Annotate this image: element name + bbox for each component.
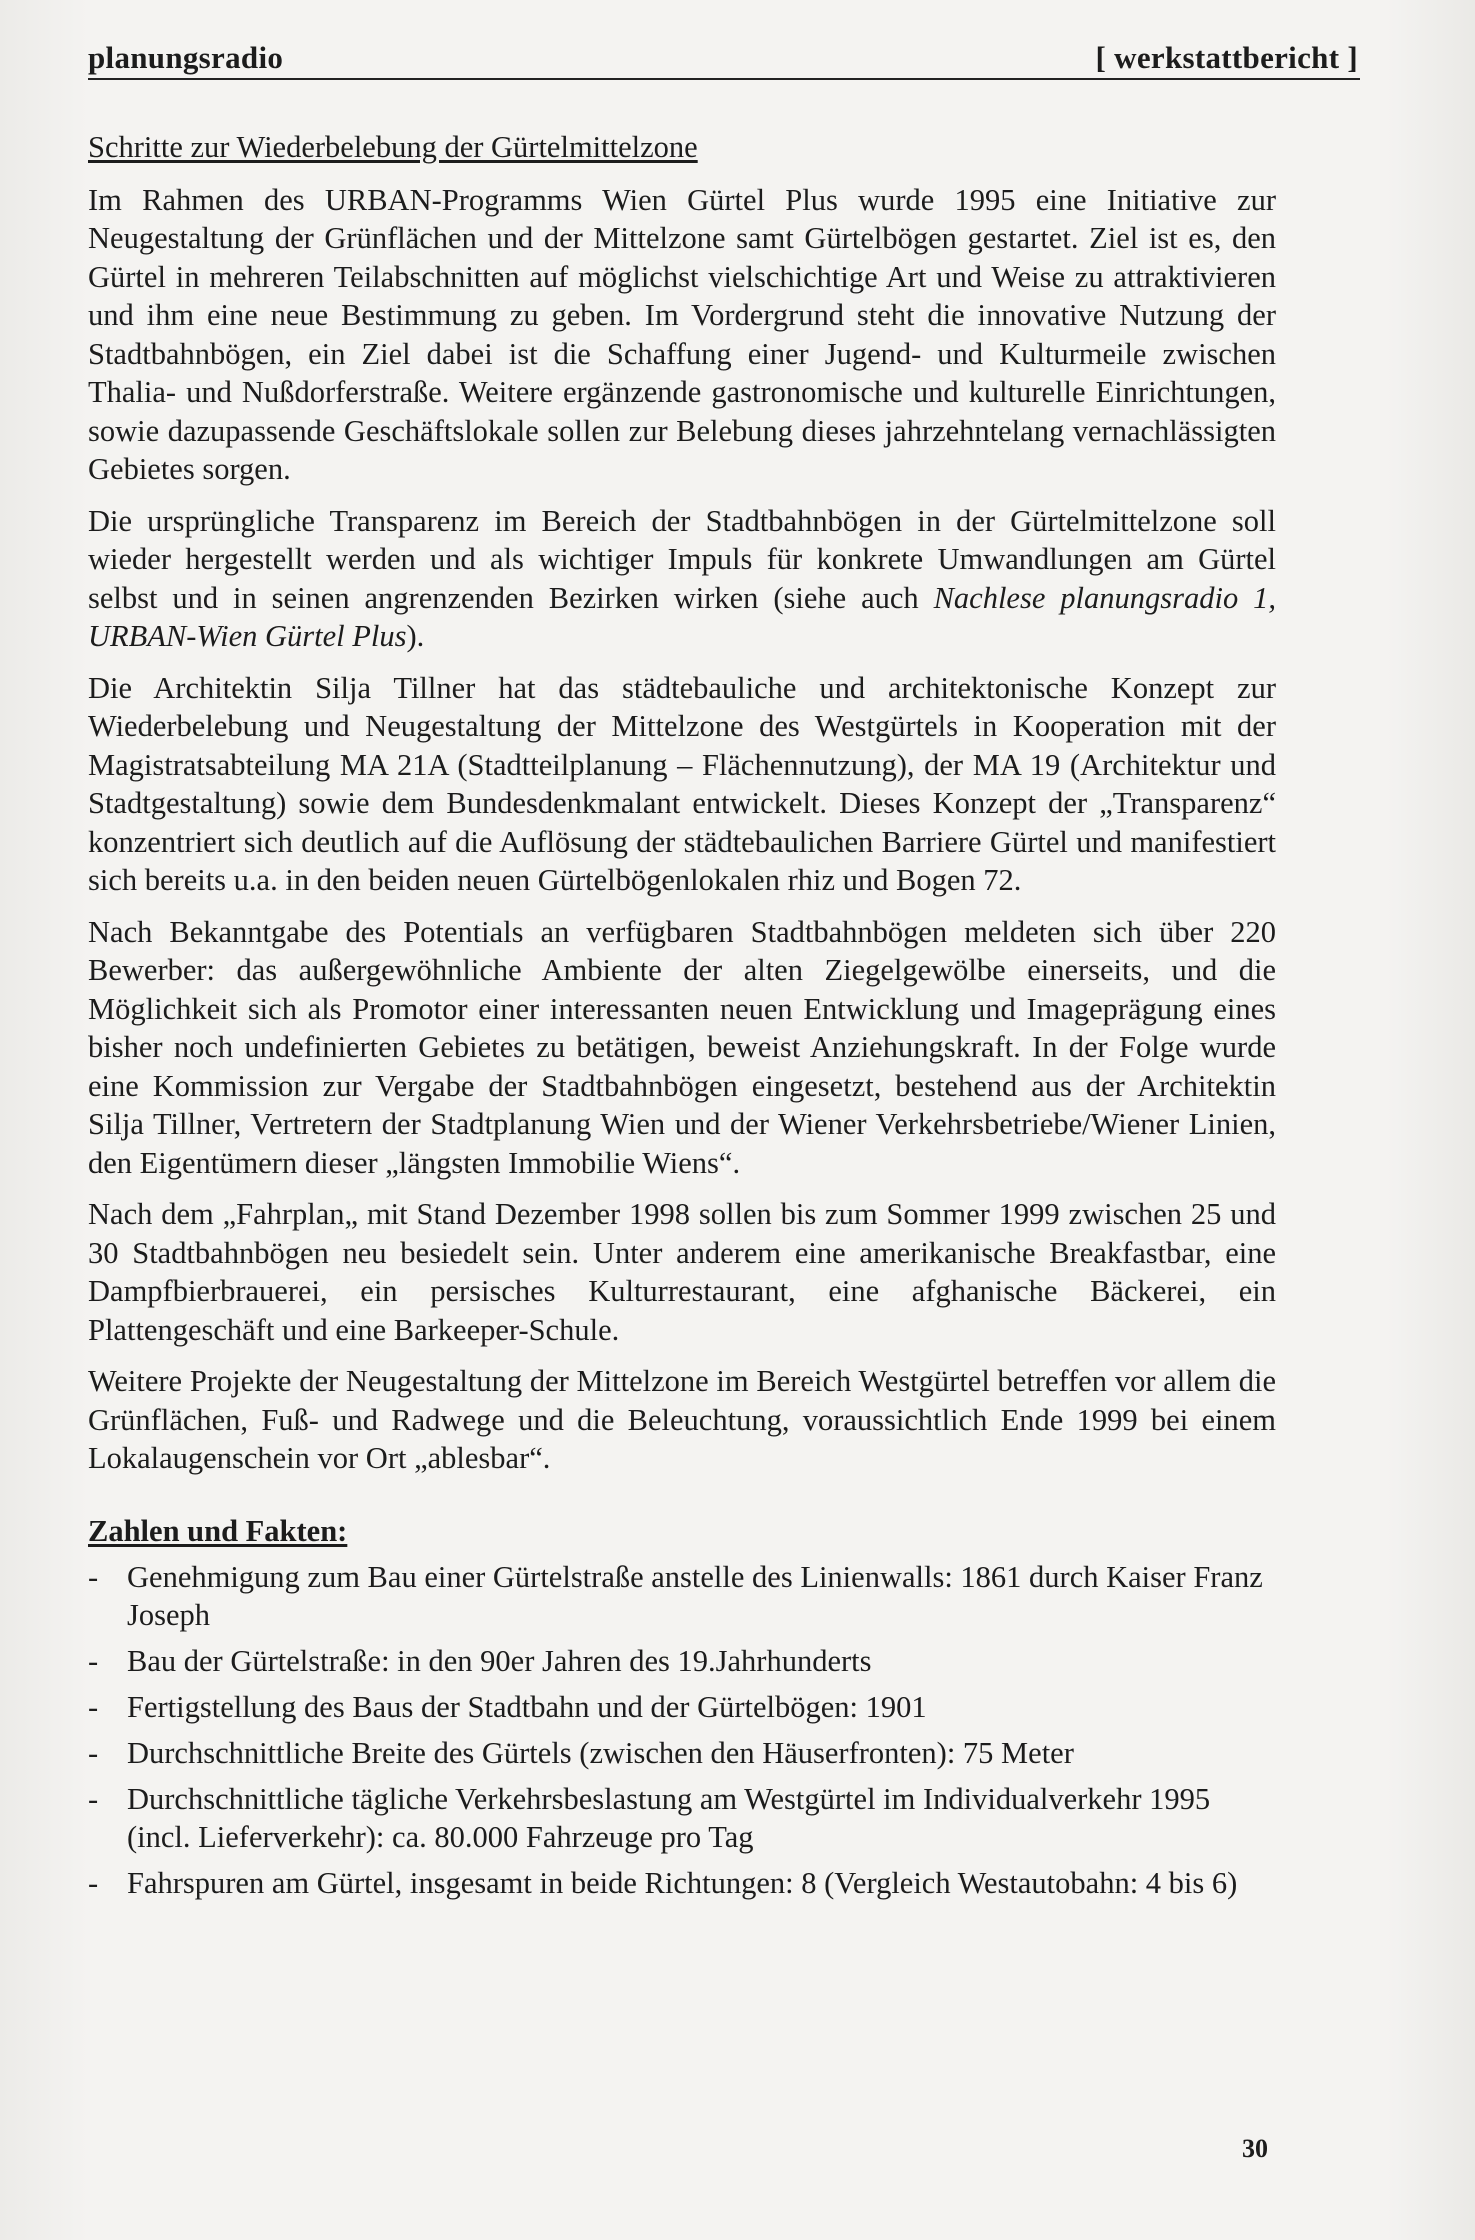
list-item-text: Fahrspuren am Gürtel, insgesamt in beide Richtungen: 8 (Vergleich Westautobahn: 4 bis 6) <box>127 1866 1238 1900</box>
paragraph-5: Nach dem „Fahrplan„ mit Stand Dezember 1998 sollen bis zum Sommer 1999 zwischen 25 und 30 Stadtbahnbögen neu besiedelt sein. Unter anderem eine amerikanische Breakfastbar, eine Dampfbierbrauerei, ein persisches Kulturrestaurant, eine afghanische Bäckerei, ein Plattengeschäft und eine Barkeeper-Schule. <box>88 1197 1276 1347</box>
paragraph-2-reference: Nachlese planungsradio 1, URBAN-Wien Gürtel Plus <box>88 580 1276 653</box>
list-item-text: Bau der Gürtelstraße: in den 90er Jahren des 19.Jahrhunderts <box>127 1644 872 1678</box>
list-item <box>88 1864 1276 1902</box>
list-bullet: - <box>88 1560 99 1594</box>
paragraph-3: Die Architektin Silja Tillner hat das städtebauliche und architektonische Konzept zur Wiederbelebung und Neugestaltung der Mittelzone des Westgürtels in Kooperation mit der Magistratsabteilung MA 21A (Stadtteilplanung – Flächennutzung), der MA 19 (Architektur und Stadtgestaltung) sowie dem Bundesdenkmalant entwickelt. Dieses Konzept der „Transparenz“ konzentriert sich deutlich auf die Auflösung der städtebaulichen Barriere Gürtel und manifestiert sich bereits u.a. in den beiden neuen Gürtelbögenlokalen rhiz und Bogen 72. <box>88 670 1276 897</box>
list-item-text: Durchschnittliche tägliche Verkehrsbeslastung am Westgürtel im Individualverkehr 1995 (incl. Lieferverkehr): ca. 80.000 Fahrzeuge pro Tag <box>127 1782 1211 1854</box>
list-item <box>88 1558 1276 1634</box>
list-item-text: Genehmigung zum Bau einer Gürtelstraße anstelle des Linienwalls: 1861 durch Kaiser Franz Joseph <box>127 1560 1263 1632</box>
paragraph-2 <box>88 502 1276 656</box>
list-bullet: - <box>88 1866 99 1900</box>
list-item-text: Durchschnittliche Breite des Gürtels (zwischen den Häuserfronten): 75 Meter <box>127 1736 1074 1770</box>
page-header <box>88 38 1360 80</box>
list-bullet: - <box>88 1644 99 1678</box>
paragraph-4: Nach Bekanntgabe des Potentials an verfügbaren Stadtbahnbögen meldeten sich über 220 Bewerber: das außergewöhnliche Ambiente der alten Ziegelgewölbe einerseits, und die Möglichkeit sich als Promotor einer interessanten neuen Entwicklung und Imageprägung eines bisher noch undefinierten Gebietes zu betätigen, beweist Anziehungskraft. In der Folge wurde eine Kommission zur Vergabe der Stadtbahnbögen eingesetzt, bestehend aus der Architektin Silja Tillner, Vertretern der Stadtplanung Wien und der Wiener Verkehrsbetriebe/Wiener Linien, den Eigentümern dieser „längsten Immobilie Wiens“. <box>88 914 1276 1180</box>
list-item <box>88 1642 1276 1680</box>
facts-list <box>88 1558 1276 1902</box>
article-body <box>88 128 1276 1910</box>
paragraph-6: Weitere Projekte der Neugestaltung der Mittelzone im Bereich Westgürtel betreffen vor allem die Grünflächen, Fuß- und Radwege und die Beleuchtung, voraussichtlich Ende 1999 bei einem Lokalaugenschein vor Ort „ablesbar“. <box>88 1364 1276 1475</box>
list-bullet: - <box>88 1736 99 1770</box>
list-item-text: Fertigstellung des Baus der Stadtbahn und der Gürtelbögen: 1901 <box>127 1690 927 1724</box>
list-item <box>88 1734 1276 1772</box>
facts-title: Zahlen und Fakten: <box>88 1513 348 1548</box>
header-publication-name: planungsradio <box>88 40 284 75</box>
page-number: 30 <box>1242 2134 1268 2163</box>
section-title: Schritte zur Wiederbelebung der Gürtelmittelzone <box>88 130 698 164</box>
list-bullet: - <box>88 1782 99 1816</box>
list-item <box>88 1780 1276 1856</box>
list-bullet: - <box>88 1690 99 1724</box>
paragraph-1: Im Rahmen des URBAN-Programms Wien Gürtel Plus wurde 1995 eine Initiative zur Neugestaltung der Grünflächen und der Mittelzone samt Gürtelbögen gestartet. Ziel ist es, den Gürtel in mehreren Teilabschnitten auf möglichst vielschichtige Art und Weise zu attraktivieren und ihm eine neue Bestimmung zu geben. Im Vordergrund steht die innovative Nutzung der Stadtbahnbögen, ein Ziel dabei ist die Schaffung einer Jugend- und Kulturmeile zwischen Thalia- und Nußdorferstraße. Weitere ergänzende gastronomische und kulturelle Einrichtungen, sowie dazupassende Geschäftslokale sollen zur Belebung dieses jahrzehntelang vernachlässigten Gebietes sorgen. <box>88 182 1276 486</box>
header-section-name: [ werkstattbericht ] <box>1095 40 1358 75</box>
paragraph-2-text: Die ursprüngliche Transparenz im Bereich der Stadtbahnbögen in der Gürtelmittelzone soll wieder hergestellt werden und als wichtiger Impuls für konkrete Umwandlungen am Gürtel selbst und in seinen angrenzenden Bezirken wirken (siehe auch <box>88 503 1276 615</box>
list-item <box>88 1688 1276 1726</box>
paragraph-2-end: ). <box>406 619 425 653</box>
